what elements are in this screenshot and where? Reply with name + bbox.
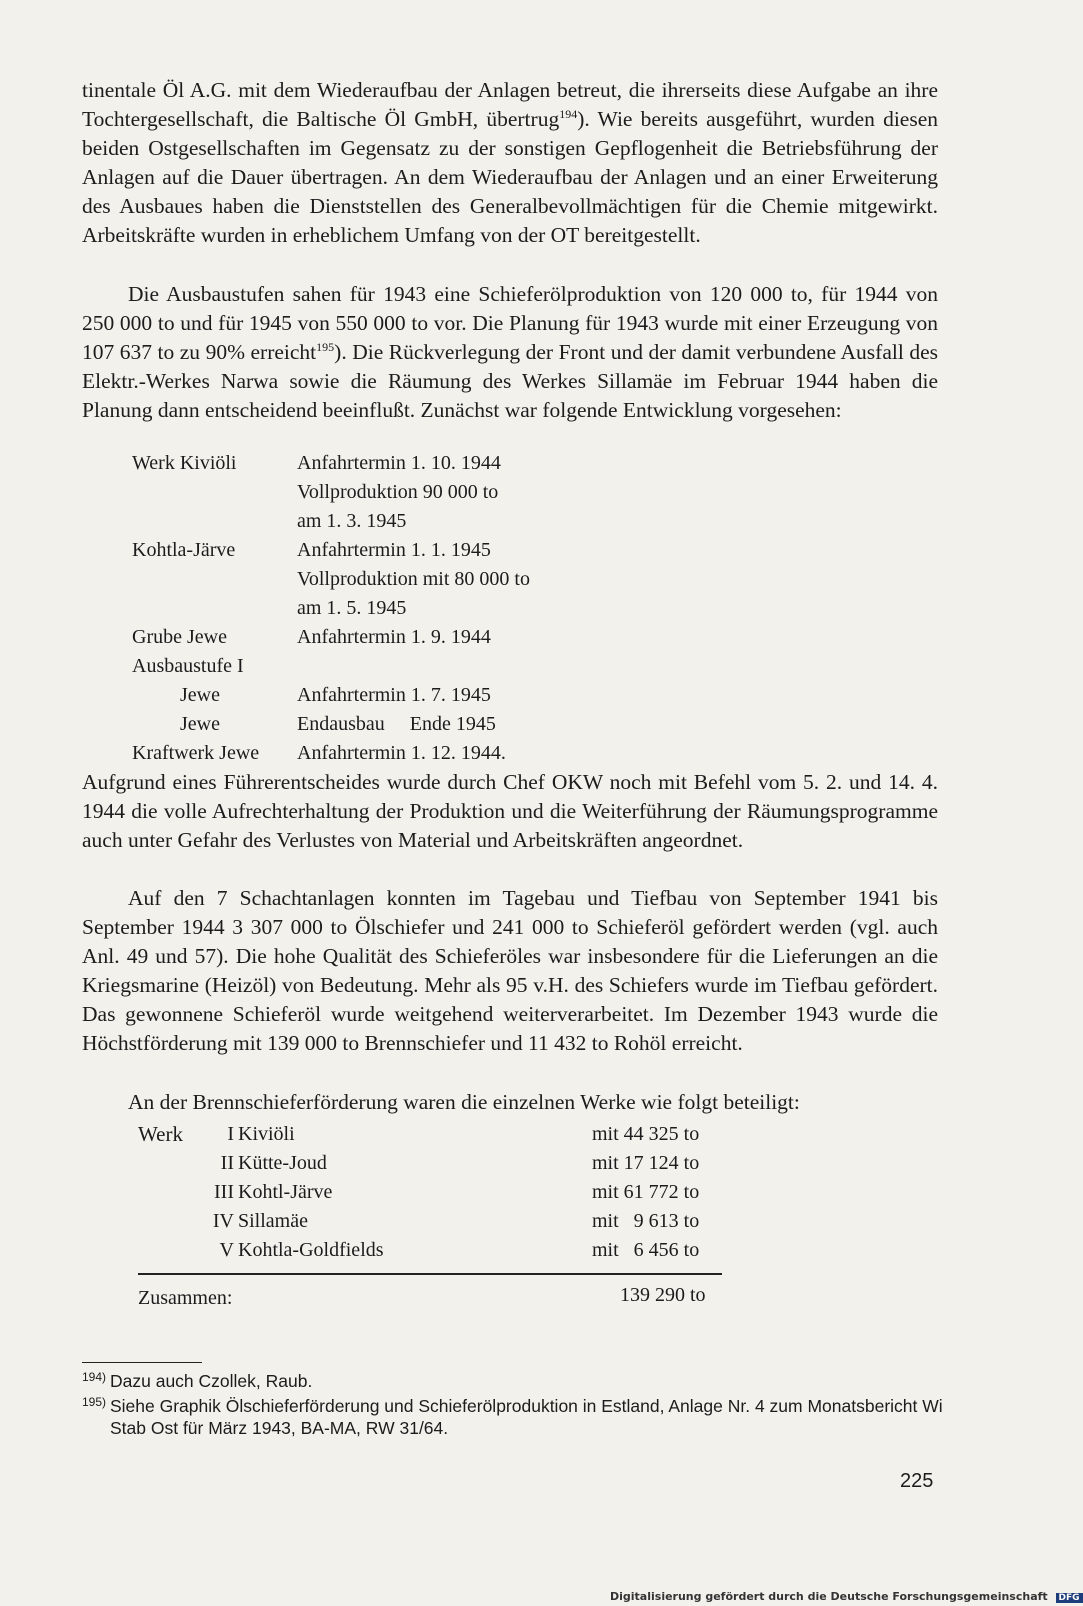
- footnote-separator: [82, 1362, 202, 1363]
- schedule-left: Grube Jewe: [132, 626, 227, 648]
- schedule-left: Werk Kiviöli: [132, 452, 237, 474]
- schedule-right: Vollproduktion 90 000 to: [297, 481, 499, 503]
- schedule-left: Jewe: [180, 684, 220, 706]
- footnote-text: Siehe Graphik Ölschieferförderung und Schieferölproduktion in Estland, Anlage Nr. 4 zum Monatsbericht Wi Stab Ost für März 1943, BA-MA, RW 31/64.: [110, 1396, 943, 1438]
- paragraph-text: Auf den 7 Schachtanlagen konnten im Tagebau und Tiefbau von September 1941 bis September 1944 3 307 000 to Ölschiefer und 241 000 to Schieferöl gefördert werden (vgl. auch Anl. 49 und 57). Die hohe Qualität des Schieferöles war insbesondere für die Lieferungen an die Kriegsmarine (Heizöl) von Bedeutung. Mehr als 95 v.H. des Schiefers wurde im Tiefbau gefördert. Das gewonnene Schieferöl wurde weitgehend weiterverarbeitet. Im Dezember 1943 wurde die Höchstförderung mit 139 000 to Brennschiefer und 11 432 to Rohöl erreicht.: [82, 886, 938, 1055]
- footnote-mark: 195): [82, 1395, 107, 1409]
- works-number: V: [219, 1239, 234, 1261]
- works-amount: mit 61 772 to: [592, 1181, 700, 1203]
- works-prefix: Werk: [138, 1122, 183, 1146]
- paragraph-continuation: [82, 76, 938, 250]
- works-amount: mit 6 456 to: [592, 1239, 700, 1261]
- footnote-text: Dazu auch Czollek, Raub.: [110, 1371, 313, 1391]
- paragraph-fuehrerentscheid: [82, 768, 938, 855]
- works-name: Sillamäe: [238, 1210, 308, 1232]
- schedule-right: Anfahrtermin 1. 9. 1944: [297, 626, 491, 648]
- works-name: Kütte-Joud: [238, 1152, 327, 1174]
- footnote-ref-194[interactable]: 194: [559, 106, 578, 121]
- paragraph-brennschiefer: [82, 1088, 938, 1117]
- footnote: [82, 1370, 950, 1392]
- schedule-right: Anfahrtermin 1. 7. 1945: [297, 684, 491, 706]
- paragraph-text-after: ). Wie bereits ausgeführt, wurden diesen beiden Ostgesellschaften im Gegensatz zu der sonstigen Gepflogenheit die Betriebsführung der Anlagen auf die Dauer übertragen. An dem Wiederaufbau der Anlagen und an einer Erweiterung des Ausbaues haben die Dienststellen des Generalbevollmächtigen für die Chemie mitgewirkt. Arbeitskräfte wurden in erheblichem Umfang von der OT bereitgestellt.: [82, 107, 938, 247]
- works-name: Kohtl-Järve: [238, 1181, 333, 1203]
- works-name: Kohtla-Goldfields: [238, 1239, 384, 1261]
- schedule-left: Kraftwerk Jewe: [132, 742, 260, 764]
- credit-text: Digitalisierung gefördert durch die Deutsche Forschungsgemeinschaft: [610, 1590, 1048, 1603]
- works-number: II: [220, 1152, 234, 1174]
- schedule-left: Jewe: [180, 713, 220, 735]
- paragraph-text: tinentale Öl A.G. mit dem Wiederaufbau der Anlagen betreut, die ihrerseits diese Aufgabe an ihre Tochtergesellschaft, die Baltische Öl GmbH, übertrug: [82, 78, 938, 131]
- works-amount: mit 44 325 to: [592, 1123, 700, 1145]
- paragraph-text: Die Ausbaustufen sahen für 1943 eine Schieferölproduktion von 120 000 to, für 1944 von 250 000 to und für 1945 von 550 000 to vor. Die Planung für 1943 wurde mit einer Erzeugung von 107 637 to zu 90% erreicht: [82, 282, 938, 364]
- paragraph-text-after: ). Die Rückverlegung der Front und der damit verbundene Ausfall des Elektr.-Werkes Narwa sowie die Räumung des Werkes Sillamäe im Februar 1944 haben die Planung dann entscheidend beeinflußt. Zunächst war folgende Entwicklung vorgesehen:: [82, 340, 938, 422]
- schedule-right: Vollproduktion mit 80 000 to: [297, 568, 530, 590]
- sum-rule: [138, 1273, 722, 1275]
- footnote-ref-195[interactable]: 195: [316, 339, 335, 354]
- paragraph-text: Aufgrund eines Führerentscheides wurde durch Chef OKW noch mit Befehl vom 5. 2. und 14. 4. 1944 die volle Aufrechterhaltung der Produktion und die Weiterführung der Räumungsprogramme auch unter Gefahr des Verlustes von Material und Arbeitskräften angeordnet.: [82, 770, 938, 852]
- works-number: I: [227, 1123, 234, 1145]
- schedule-right: Endausbau Ende 1945: [297, 713, 496, 735]
- works-number: III: [214, 1181, 234, 1203]
- schedule-right: am 1. 3. 1945: [297, 510, 407, 532]
- works-amount: mit 9 613 to: [592, 1210, 700, 1232]
- page-number: 225: [900, 1470, 934, 1492]
- works-total-label: Zusammen:: [138, 1287, 233, 1309]
- footnote-mark: 194): [82, 1370, 107, 1384]
- paragraph-text: An der Brennschieferförderung waren die einzelnen Werke wie folgt beteiligt:: [128, 1090, 800, 1114]
- works-total-value: 139 290 to: [620, 1284, 706, 1306]
- works-amount: mit 17 124 to: [592, 1152, 700, 1174]
- schedule-left: Kohtla-Järve: [132, 539, 236, 561]
- schedule-right: Anfahrtermin 1. 1. 1945: [297, 539, 491, 561]
- digitization-credit: [610, 1590, 1083, 1603]
- paragraph-ausbaustufen: [82, 280, 938, 425]
- schedule-right: Anfahrtermin 1. 12. 1944.: [297, 742, 506, 764]
- schedule-left: Ausbaustufe I: [132, 655, 244, 677]
- schedule-right: Anfahrtermin 1. 10. 1944: [297, 452, 501, 474]
- dfg-logo: DFG: [1056, 1593, 1083, 1603]
- schedule-right: am 1. 5. 1945: [297, 597, 407, 619]
- footnote: [82, 1395, 946, 1439]
- works-name: Kiviöli: [238, 1123, 295, 1145]
- works-number: IV: [212, 1210, 234, 1232]
- paragraph-schachtanlagen: [82, 884, 938, 1058]
